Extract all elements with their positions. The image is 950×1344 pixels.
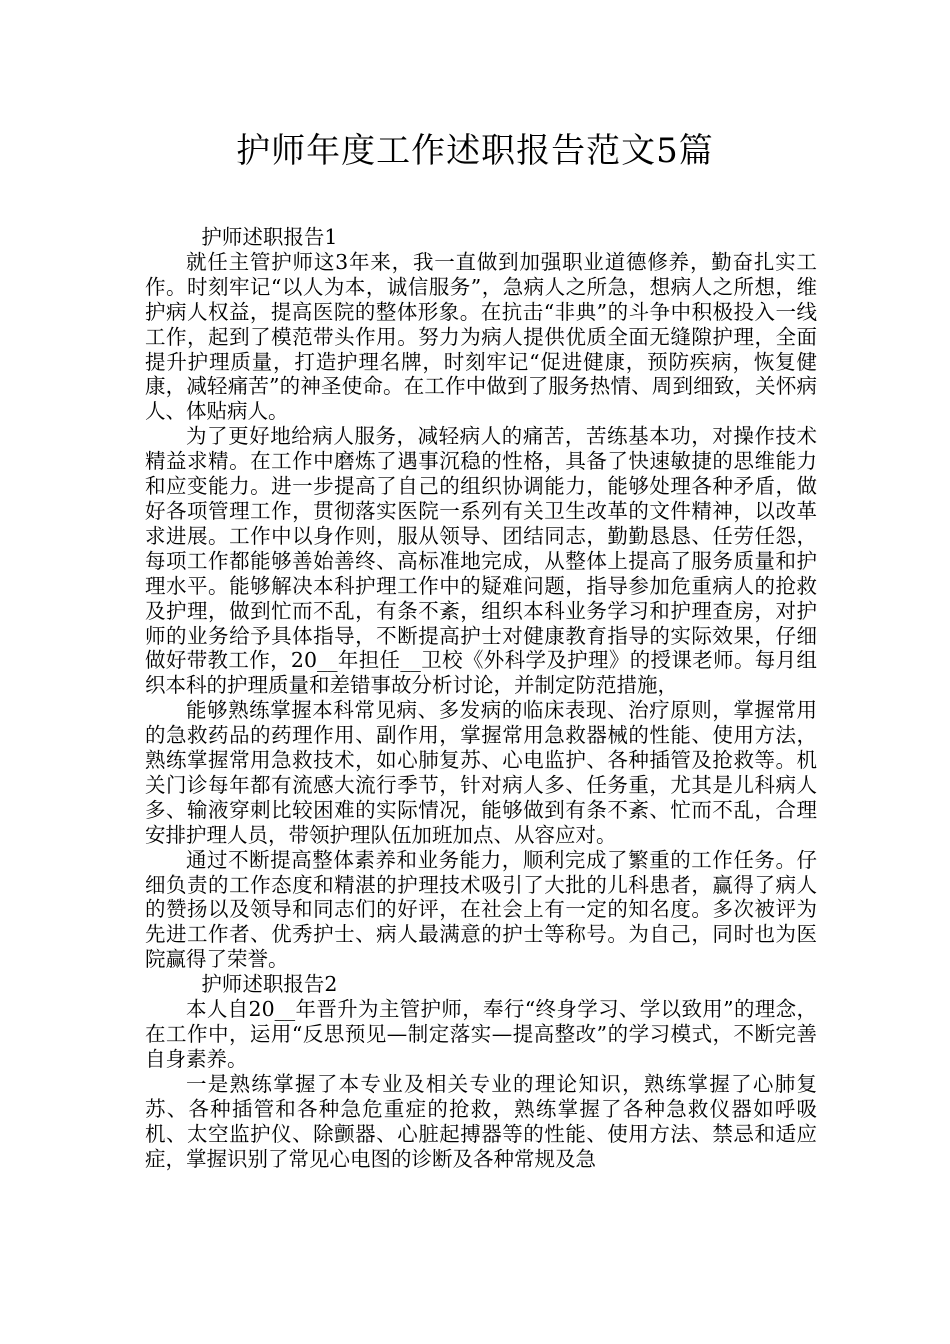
body-paragraph: 通过不断提高整体素养和业务能力，顺利完成了繁重的工作任务。仔细负责的工作态度和精湛的护理技术吸引了大批的儿科患者，赢得了病人的赞扬以及领导和同志们的好评，在社会上有一定的知名度。多次被评为先进工作者、优秀护士、病人最满意的护士等称号。为自己，同时也为医院赢得了荣誉。 — [145, 847, 817, 972]
body-paragraph: 能够熟练掌握本科常见病、多发病的临床表现、治疗原则，掌握常用的急救药品的药理作用、副作用，掌握常用急救器械的性能、使用方法，熟练掌握常用急救技术，如心肺复苏、心电监护、各种插管及抢救等。机关门诊每年都有流感大流行季节，针对病人多、任务重，尤其是儿科病人多、输液穿刺比较困难的实际情况，能够做到有条不紊、忙而不乱，合理安排护理人员，带领护理队伍加班加点、从容应对。 — [145, 698, 817, 847]
page-title: 护师年度工作述职报告范文5篇 — [236, 131, 714, 171]
body-paragraph: 为了更好地给病人服务，减轻病人的痛苦，苦练基本功，对操作技术精益求精。在工作中磨炼了遇事沉稳的性格，具备了快速敏捷的思维能力和应变能力。进一步提高了自己的组织协调能力，能够处理各种矛盾，做好各项管理工作，贯彻落实医院一系列有关卫生改革的文件精神，以改革求进展。工作中以身作则，服从领导、团结同志，勤勤恳恳、任劳任怨，每项工作都能够善始善终、高标准地完成，从整体上提高了服务质量和护理水平。能够解决本科护理工作中的疑难问题，指导参加危重病人的抢救及护理，做到忙而不乱，有条不紊，组织本科业务学习和护理查房，对护师的业务给予具体指导，不断提高护士对健康教育指导的实际效果，仔细做好带教工作，20__年担任__卫校《外科学及护理》的授课老师。每月组织本科的护理质量和差错事故分析讨论，并制定防范措施， — [145, 424, 817, 698]
body-paragraph: 就任主管护师这3年来，我一直做到加强职业道德修养，勤奋扎实工作。时刻牢记“以人为本，诚信服务”，急病人之所急，想病人之所想，维护病人权益，提高医院的整体形象。在抗击“非典”的斗争中积极投入一线工作，起到了模范带头作用。努力为病人提供优质全面无缝隙护理，全面提升护理质量，打造护理名牌，时刻牢记“促进健康，预防疾病，恢复健康，减轻痛苦”的神圣使命。在工作中做到了服务热情、周到细致，关怀病人、体贴病人。 — [145, 249, 817, 424]
section-heading: 护师述职报告1 — [201, 225, 338, 249]
document-body — [145, 225, 817, 1171]
section-heading: 护师述职报告2 — [201, 972, 338, 997]
body-paragraph: 本人自20__年晋升为主管护师，奉行“终身学习、学以致用”的理念，在工作中，运用“反思预见—制定落实—提高整改”的学习模式，不断完善自身素养。 — [145, 997, 817, 1071]
body-paragraph: 一是熟练掌握了本专业及相关专业的理论知识，熟练掌握了心肺复苏、各种插管和各种急危重症的抢救，熟练掌握了各种急救仪器如呼吸机、太空监护仪、除颤器、心脏起搏器等的性能、使用方法、禁忌和适应症，掌握识别了常见心电图的诊断及各种常规及急 — [145, 1071, 817, 1171]
